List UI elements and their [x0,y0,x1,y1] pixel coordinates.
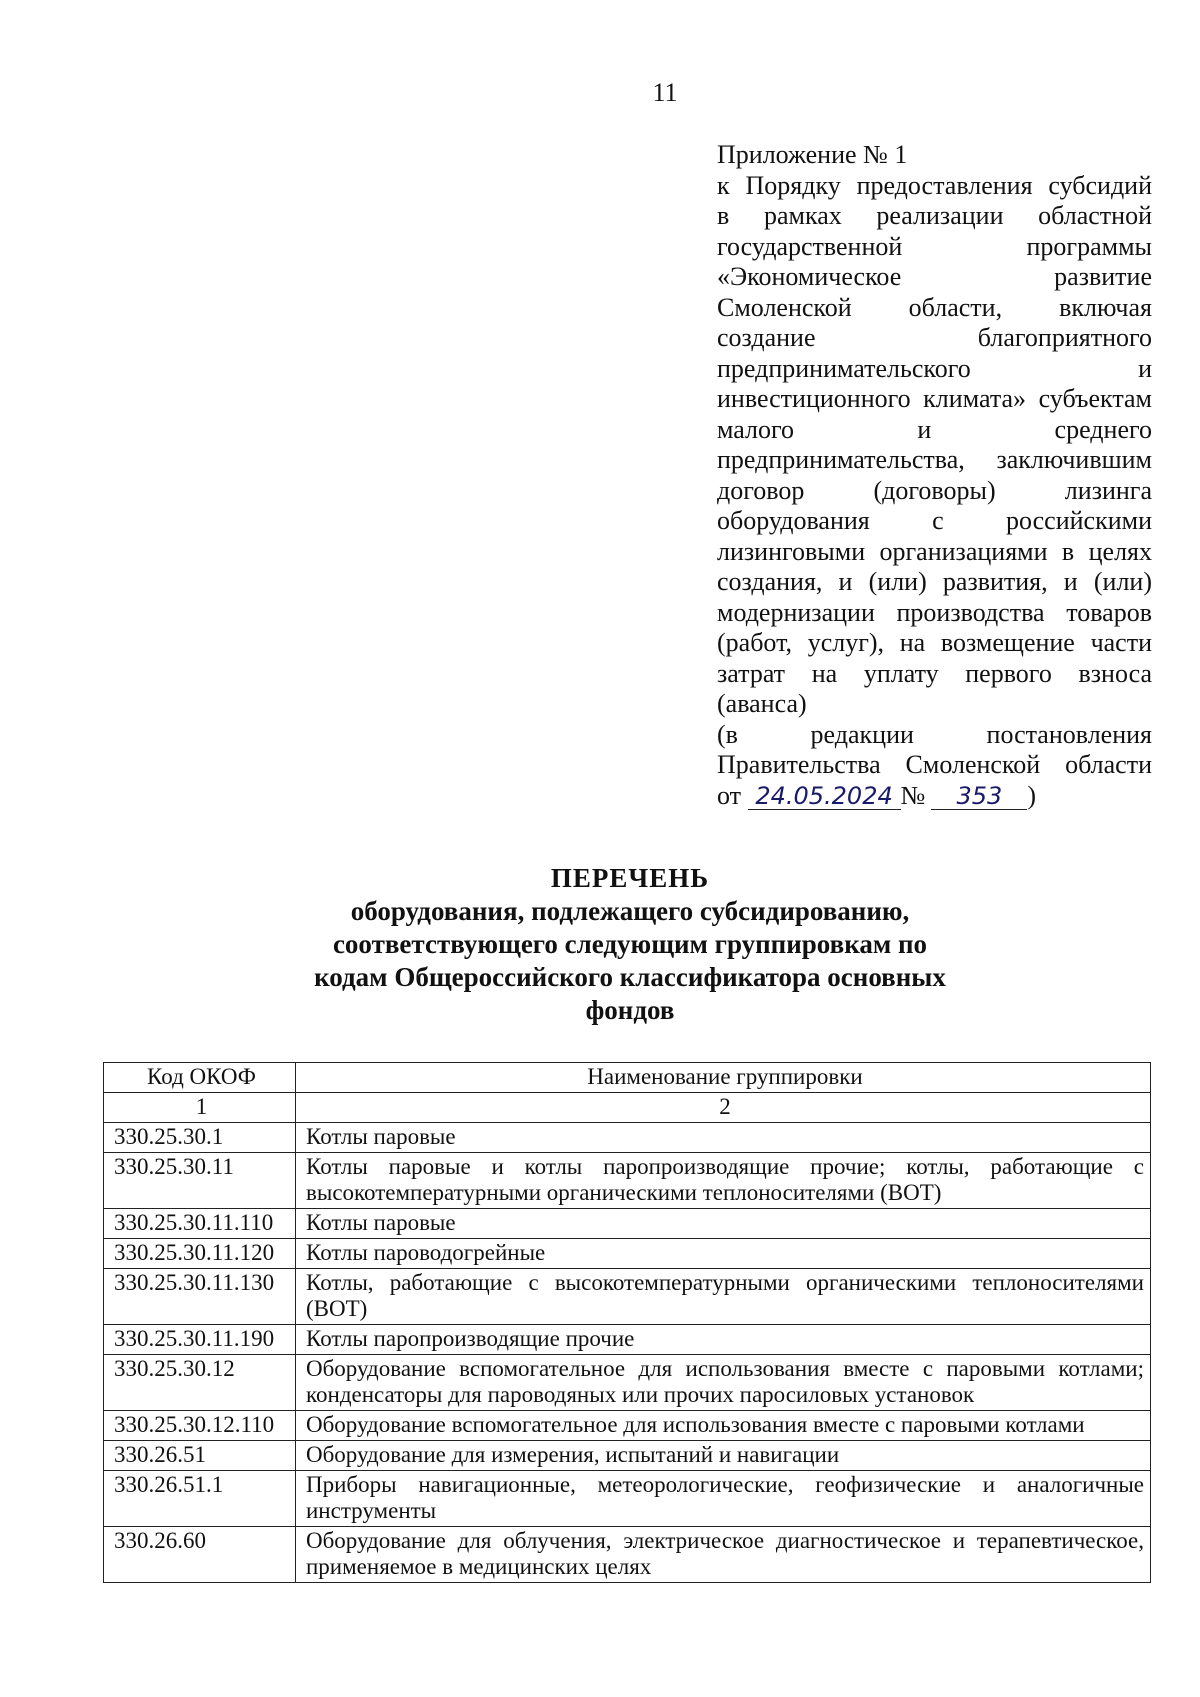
column-number: 1 [104,1093,296,1123]
appendix-line: договор (договоры) лизинга [717,475,1152,505]
table-header-row [104,1063,1151,1093]
group-name: Оборудование вспомогательное для использования вместе с паровыми котлами; конденсаторы для пароводяных или прочих паросиловых установок [296,1355,1151,1411]
group-name: Котлы паровые и котлы паропроизводящие прочие; котлы, работающие с высокотемпературными органическими теплоносителями (ВОТ) [296,1153,1151,1209]
table-row [104,1123,1151,1153]
page-number: 11 [652,78,678,107]
okof-code: 330.25.30.1 [104,1123,296,1153]
table-row [104,1411,1151,1441]
group-name: Котлы паровые [296,1123,1151,1153]
group-name: Оборудование вспомогательное для использования вместе с паровыми котлами [296,1411,1151,1441]
appendix-line: создания, и (или) развития, и (или) [717,567,1152,596]
title-main: ПЕРЕЧЕНЬ [550,863,710,893]
group-name: Котлы, работающие с высокотемпературными органическими теплоносителями (ВОТ) [296,1269,1151,1325]
table-row [104,1269,1151,1325]
appendix-header [717,140,1152,811]
title-subtitle-line: фондов [585,995,675,1025]
appendix-line: (работ, услуг), на возмещение части [717,628,1152,657]
appendix-line: инвестиционного климата» субъектам [717,384,1152,413]
appendix-line: предпринимательства, заключившим [717,445,1152,474]
appendix-line: оборудования с российскими [717,506,1152,535]
appendix-line: «Экономическое развитие [717,262,1152,291]
table-row [104,1355,1151,1411]
okof-code: 330.25.30.11.120 [104,1239,296,1269]
appendix-line: предпринимательского и [717,353,1152,383]
header-code: Код ОКОФ [104,1063,296,1093]
group-name: Котлы паровые [296,1209,1151,1239]
group-name: Оборудование для измерения, испытаний и навигации [296,1441,1151,1471]
appendix-line: создание благоприятного [717,323,1152,352]
okof-code: 330.25.30.11.110 [104,1209,296,1239]
title-subtitle-line: оборудования, подлежащего субсидированию, [350,896,910,926]
document-title [250,862,1010,1027]
okof-code: 330.26.60 [104,1527,296,1583]
handwritten-date: 24.05.2024 [748,783,901,810]
appendix-line: государственной программы [717,231,1152,261]
okof-code: 330.25.30.12.110 [104,1411,296,1441]
okof-code: 330.25.30.11.190 [104,1325,296,1355]
group-name: Оборудование для облучения, электрическое диагностическое и терапевтическое, применяемое в медицинских целях [296,1527,1151,1583]
okof-code: 330.26.51.1 [104,1471,296,1527]
appendix-line: модернизации производства товаров [717,597,1152,627]
number-label: № [900,780,926,810]
table-row [104,1325,1151,1355]
group-name: Котлы паропроизводящие прочие [296,1325,1151,1355]
okof-table [103,1062,1151,1583]
table-row [104,1239,1151,1269]
table-row [104,1209,1151,1239]
table-row [104,1441,1151,1471]
column-number-row [104,1093,1151,1123]
appendix-line: Смоленской области, включая [717,292,1152,322]
appendix-line: Приложение № 1 [717,140,908,169]
group-name: Котлы пароводогрейные [296,1239,1151,1269]
appendix-line: Правительства Смоленской области [717,750,1152,779]
handwritten-number: 353 [931,783,1027,810]
appendix-line: затрат на уплату первого взноса [717,658,1152,688]
okof-code: 330.25.30.11 [104,1153,296,1209]
close-paren: ) [1027,780,1037,810]
column-number: 2 [296,1093,1151,1123]
appendix-line: (аванса) [717,689,807,718]
group-name: Приборы навигационные, метеорологические, геофизические и аналогичные инструменты [296,1471,1151,1527]
appendix-line: (в редакции постановления [717,719,1152,749]
appendix-line: лизинговыми организациями в целях [717,536,1152,566]
table-row [104,1153,1151,1209]
title-subtitle-line: кодам Общероссийского классификатора основных [314,962,946,992]
okof-code: 330.25.30.11.130 [104,1269,296,1325]
appendix-line: малого и среднего [717,414,1152,444]
table-row [104,1527,1151,1583]
from-prefix: от [717,780,742,810]
resolution-date-number [717,781,1152,812]
title-subtitle-line: соответствующего следующим группировкам по [332,929,928,959]
table-row [104,1471,1151,1527]
header-name: Наименование группировки [296,1063,1151,1093]
appendix-line: к Порядку предоставления субсидий [717,170,1152,200]
appendix-line: в рамках реализации областной [717,201,1152,230]
okof-code: 330.26.51 [104,1441,296,1471]
okof-code: 330.25.30.12 [104,1355,296,1411]
